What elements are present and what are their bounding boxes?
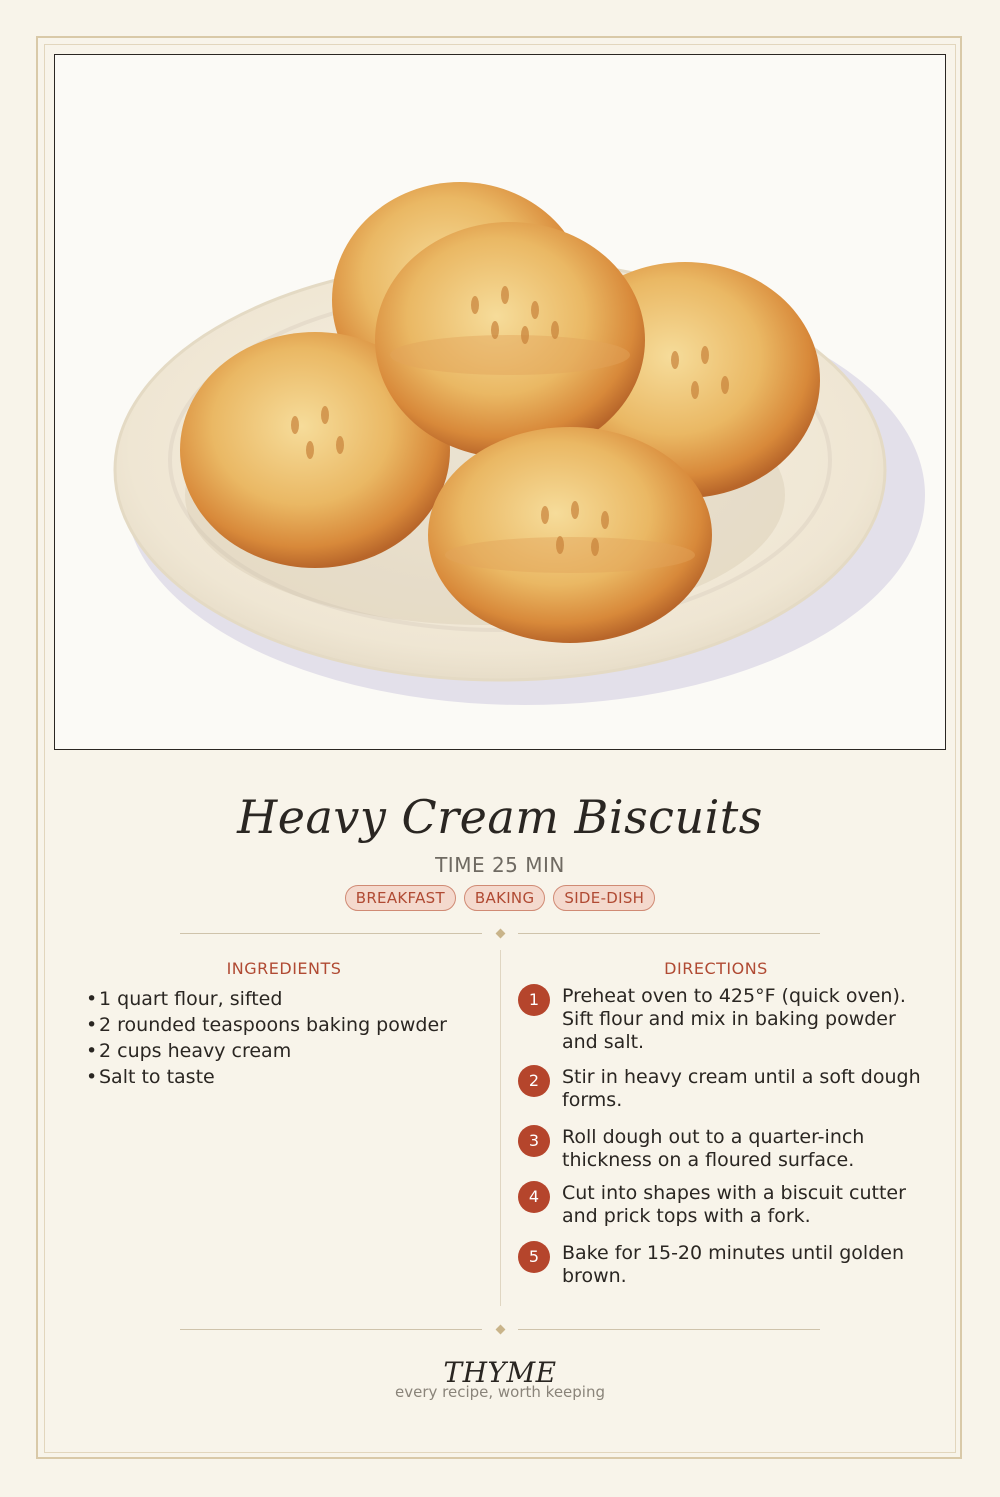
ingredients-list <box>86 986 486 1090</box>
step-number-badge: 4 <box>518 1181 550 1213</box>
step-number-badge: 5 <box>518 1241 550 1273</box>
biscuits-on-plate-illustration <box>55 55 945 749</box>
column-divider <box>500 950 501 1306</box>
tag-breakfast[interactable]: BREAKFAST <box>345 885 456 911</box>
biscuit-center <box>375 222 645 458</box>
step-number-badge: 2 <box>518 1065 550 1097</box>
step-text: Preheat oven to 425°F (quick oven). Sift flour and mix in baking powder and salt. <box>562 985 906 1053</box>
biscuit-front <box>428 427 712 643</box>
step-number-badge: 3 <box>518 1125 550 1157</box>
tag-baking[interactable]: BAKING <box>464 885 545 911</box>
list-item: •Salt to taste <box>86 1066 215 1088</box>
step-text: Stir in heavy cream until a soft dough forms. <box>562 1066 921 1111</box>
divider-right <box>518 933 820 934</box>
list-item: •1 quart flour, sifted <box>86 988 283 1010</box>
recipe-photo <box>54 54 946 750</box>
ingredients-heading: INGREDIENTS <box>226 959 342 978</box>
footer-divider-left <box>180 1329 482 1330</box>
step-text: Roll dough out to a quarter-inch thickness on a floured surface. <box>562 1126 865 1171</box>
step-number-badge: 1 <box>518 984 550 1016</box>
divider-left <box>180 933 482 934</box>
tag-side-dish[interactable]: SIDE-DISH <box>553 885 655 911</box>
step-text: Cut into shapes with a biscuit cutter and prick tops with a fork. <box>562 1182 906 1227</box>
brand-logo[interactable]: THYME <box>443 1356 557 1389</box>
list-item: •2 cups heavy cream <box>86 1040 292 1062</box>
list-item: •2 rounded teaspoons baking powder <box>86 1014 447 1036</box>
tag-list <box>0 885 1000 911</box>
step-text: Bake for 15-20 minutes until golden brown. <box>562 1242 904 1287</box>
brand-tagline: every recipe, worth keeping <box>394 1383 605 1401</box>
footer-divider-right <box>518 1329 820 1330</box>
recipe-time: TIME 25 MIN <box>435 853 565 877</box>
directions-heading: DIRECTIONS <box>664 959 768 978</box>
recipe-title: Heavy Cream Biscuits <box>237 790 763 844</box>
